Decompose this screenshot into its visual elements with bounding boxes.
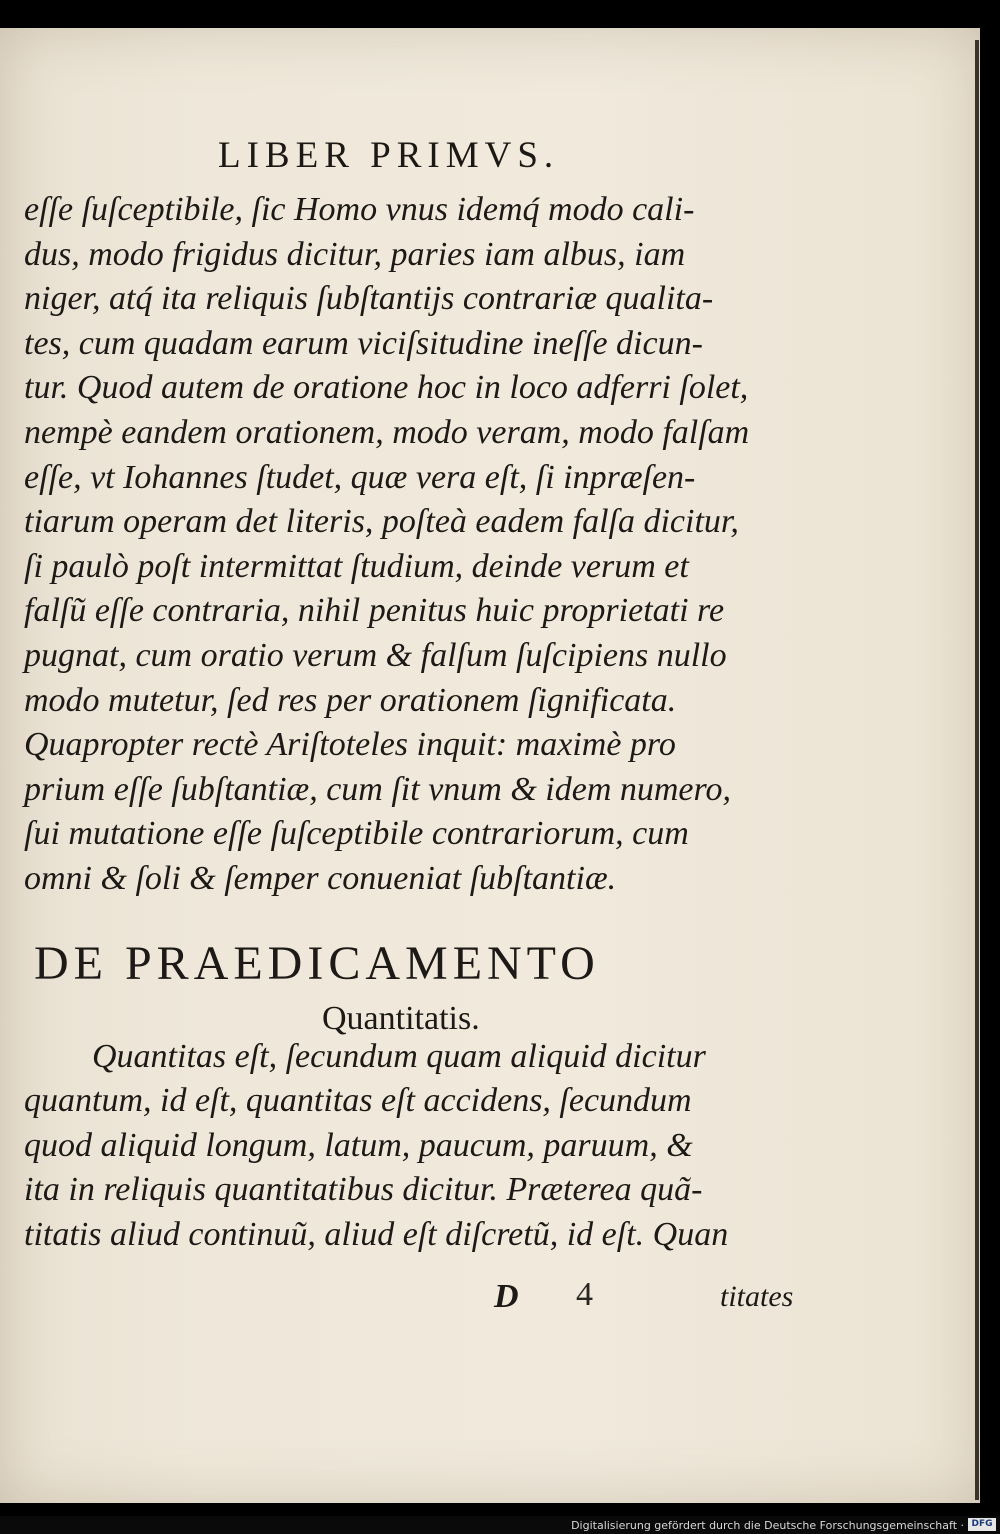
text-line: tiarum operam det literis, poſteà eadem falſa dicitur,: [24, 503, 739, 541]
text-line: ſui mutatione eſſe ſuſceptibile contrariorum, cum: [24, 815, 689, 853]
page-number: 4: [576, 1276, 593, 1313]
running-header: LIBER PRIMVS.: [218, 135, 560, 176]
section-text: [92, 1035, 852, 1080]
body-text: [24, 188, 824, 902]
catchword: titates: [720, 1280, 794, 1313]
signature-mark: D: [494, 1278, 519, 1315]
text-line: tur. Quod autem de oratione hoc in loco adferri ſolet,: [24, 369, 749, 407]
text-line: falſũ eſſe contraria, nihil penitus huic proprietati re: [24, 592, 725, 630]
text-line: quantum, id eſt, quantitas eſt accidens, ſecundum: [24, 1082, 692, 1119]
text-line: Quantitas eſt, ſecundum quam aliquid dicitur: [92, 1038, 706, 1075]
text-line: ſi paulò poſt intermittat ſtudium, deinde verum et: [24, 547, 689, 585]
text-line: ita in reliquis quantitatibus dicitur. Præterea quã-: [24, 1171, 703, 1209]
text-line: tes, cum quadam earum viciſsitudine ineſſe dicun-: [24, 324, 703, 362]
text-line: Quapropter rectè Ariſtoteles inquit: maximè pro: [24, 726, 676, 764]
dfg-logo: DFG: [968, 1518, 996, 1531]
section-subheading: Quantitatis.: [322, 1000, 480, 1037]
text-line: omni & ſoli & ſemper conueniat ſubſtantiæ.: [24, 859, 617, 897]
text-line: niger, atq́ ita reliquis ſubſtantijs contrariæ qualita-: [24, 280, 714, 318]
text-line: quod aliquid longum, latum, paucum, paruum, &: [24, 1126, 693, 1164]
section-heading: DE PRAEDICAMENTO: [34, 937, 600, 990]
text-line: nempè eandem orationem, modo veram, modo falſam: [24, 413, 750, 451]
page-edge: [975, 40, 979, 1500]
text-line: dus, modo frigidus dicitur, paries iam albus, iam: [24, 235, 686, 273]
text-line: pugnat, cum oratio verum & falſum ſuſcipiens nullo: [24, 636, 727, 674]
text-line: modo mutetur, ſed res per orationem ſignificata.: [24, 681, 677, 719]
text-line: titatis aliud continuũ, aliud eſt diſcretũ, id eſt. Quan: [24, 1215, 729, 1253]
text-line: eſſe ſuſceptibile, ſic Homo vnus idemq́ modo cali-: [24, 191, 695, 228]
text-line: eſſe, vt Iohannes ſtudet, quæ vera eſt, ſi inpræſen-: [24, 458, 696, 496]
section-text-continued: [24, 1079, 824, 1257]
digitization-credit: Digitalisierung gefördert durch die Deutsche Forschungsgemeinschaft ·: [571, 1519, 964, 1532]
text-line: prium eſſe ſubſtantiæ, cum ſit vnum & idem numero,: [24, 770, 731, 808]
